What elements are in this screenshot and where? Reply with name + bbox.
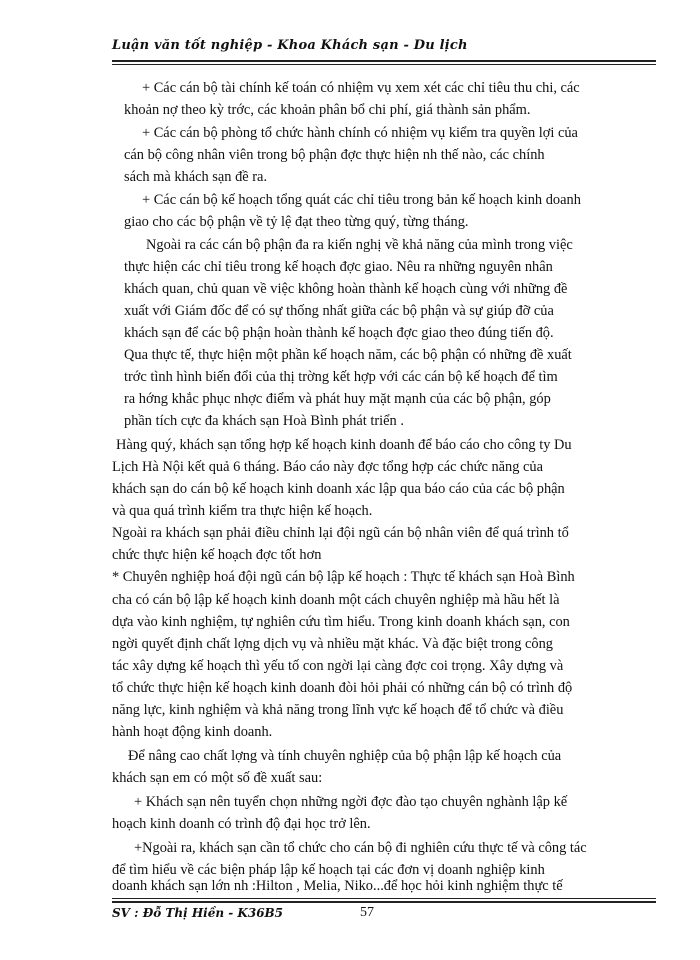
text-line: và qua quá trình kiểm tra thực hiện kế hoạch. [112,503,373,519]
text-line: khoản nợ theo kỳ trớc, các khoản phân bổ chi phí, giá thành sản phẩm. [124,102,531,118]
text-line: khách sạn em có một số đề xuất sau: [112,770,323,786]
text-line: Để nâng cao chất lợng và tính chuyên nghiệp của bộ phận lập kế hoạch của [128,748,562,764]
text-line: Ngoài ra các cán bộ phận đa ra kiến nghị về khả năng của mình trong việc [146,237,573,253]
text-line: sách mà khách sạn đề ra. [124,169,268,185]
text-line: tổ chức thực hiện kế hoạch kinh doanh đòi hỏi phải có những cán bộ có trình độ [112,680,573,696]
text-line: trớc tình hình biến đổi của thị trờng kết hợp với các cán bộ kế hoạch để tìm [124,369,558,385]
header-rule-thin [112,64,656,65]
footer-author: SV : Đỗ Thị Hiền - K36B5 [112,906,284,920]
page-number: 57 [360,905,374,920]
text-line: +Ngoài ra, khách sạn cần tổ chức cho cán bộ đi nghiên cứu thực tế và công tác [134,840,587,856]
text-line: hoạch kinh doanh có trình độ đại học trở lên. [112,816,371,832]
text-line: + Các cán bộ tài chính kế toán có nhiệm vụ xem xét các chỉ tiêu thu chi, các [142,80,580,96]
text-line: hành hoạt động kinh doanh. [112,724,273,740]
text-line: khách sạn để các bộ phận hoàn thành kế hoạch đợc giao theo đúng tiến độ. [124,325,554,341]
text-line: để tìm hiểu về các biện pháp lập kế hoạch tại các đơn vị doanh nghiệp kinh [112,862,545,878]
text-line: + Khách sạn nên tuyển chọn những ngời đợc đào tạo chuyên nghành lập kế [134,794,568,810]
text-line: xuất với Giám đốc để có sự thống nhất giữa các bộ phận và sự giúp đỡ của [124,303,554,319]
text-line: cán bộ công nhân viên trong bộ phận đợc thực hiện nh thế nào, các chính [124,147,545,163]
text-line: ngời quyết định chất lợng dịch vụ và nhiều mặt khác. Và đặc biệt trong công [112,636,553,652]
text-line: + Các cán bộ kế hoạch tổng quát các chỉ tiêu trong bản kế hoạch kinh doanh [142,192,581,208]
text-line: ra hớng khắc phục nhợc điểm và phát huy mặt mạnh của các bộ phận, góp [124,391,551,407]
text-line: tác xây dựng kế hoạch thì yếu tố con ngời lại càng đợc coi trọng. Xây dựng và [112,658,564,674]
footer-rule-thick [112,901,656,903]
text-line: năng lực, kinh nghiệm và khả năng trong lĩnh vực kế hoạch để tổ chức và điều [112,702,564,718]
text-line: Qua thực tế, thực hiện một phần kế hoạch năm, các bộ phận có những đề xuất [124,347,572,363]
text-line: khách quan, chủ quan về việc không hoàn thành kế hoạch cùng với những đề [124,281,568,297]
text-line: phần tích cực đa khách sạn Hoà Bình phát triển . [124,413,404,429]
text-line: cha có cán bộ lập kế hoạch kinh doanh một cách chuyên nghiệp mà hầu hết là [112,592,560,608]
text-line: giao cho các bộ phận về tỷ lệ đạt theo từng quý, từng tháng. [124,214,469,230]
text-line: khách sạn do cán bộ kế hoạch kinh doanh xác lập qua báo cáo của các bộ phận [112,481,565,497]
header-rule-thick [112,60,656,62]
text-line: dựa vào kinh nghiệm, tự nghiên cứu tìm hiểu. Trong kinh doanh khách sạn, con [112,614,570,630]
text-line: Hàng quý, khách sạn tổng hợp kế hoạch kinh doanh để báo cáo cho công ty Du [116,437,572,453]
running-header: Luận văn tốt nghiệp - Khoa Khách sạn - Du lịch [112,38,468,53]
text-line: + Các cán bộ phòng tổ chức hành chính có nhiệm vụ kiểm tra quyền lợi của [142,125,578,141]
text-line: Lịch Hà Nội kết quả 6 tháng. Báo cáo này đợc tổng hợp các chức năng của [112,459,544,475]
footer-rule-thin [112,898,656,899]
text-line: Ngoài ra khách sạn phải điều chỉnh lại đội ngũ cán bộ nhân viên để quá trình tổ [112,525,569,541]
text-line: chức thực hiện kế hoạch đợc tốt hơn [112,547,322,563]
text-line: thực hiện các chỉ tiêu trong kế hoạch đợc giao. Nêu ra những nguyên nhân [124,259,553,275]
text-line: * Chuyên nghiệp hoá đội ngũ cán bộ lập kế hoạch : Thực tế khách sạn Hoà Bình [112,569,575,585]
text-line: doanh khách sạn lớn nh :Hilton , Melia, Niko...để học hỏi kinh nghiệm thực tế [112,878,563,894]
